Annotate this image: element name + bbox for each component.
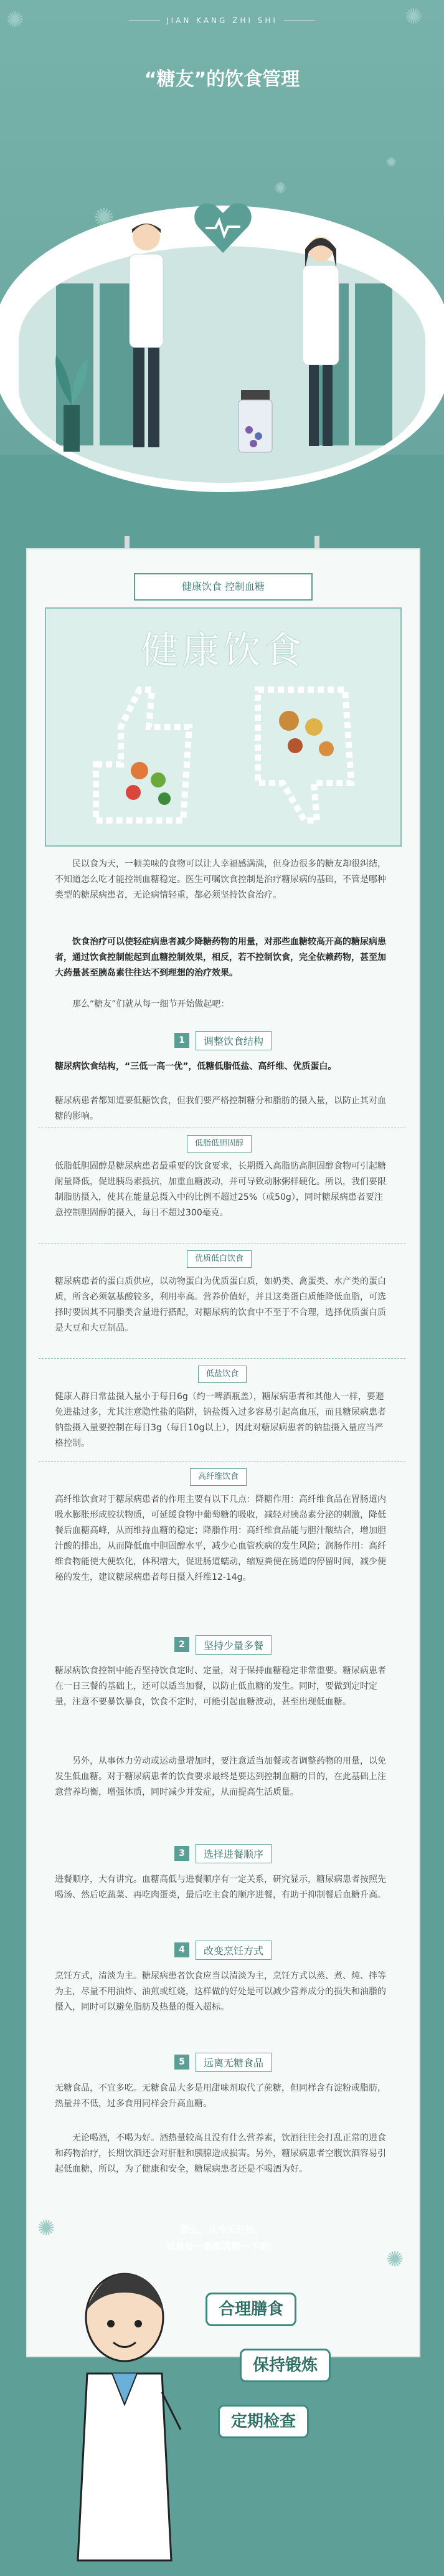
section-heading-2: 2 坚持少量多餐 <box>174 1635 272 1654</box>
section-text: 烹饪方式，清淡为主。糖尿病患者饮食应当以清淡为主，烹饪方式以蒸、煮、炖、拌等为主，尽量不用油炸、油煎或红烧，这样做的好处是可以减少营养成分的损失和油脂的摄入，同时可以避免脂肪及热量的摄入超标。 <box>55 1971 386 2012</box>
bubble-checkup: 定期检查 <box>218 2405 309 2438</box>
bubble-diet: 合理膳食 <box>205 2293 296 2326</box>
banner-title: 健康饮食 <box>141 629 306 673</box>
section-heading-4: 4 改变烹饪方式 <box>174 1941 272 1959</box>
section-text: 糖尿病饮食控制中能否坚持饮食定时、定量，对于保持血糖稳定非常重要。糖尿病患者在一日三餐的基础上，还可以适当加餐，以防止低血糖的发生。同时，要做到定时定量，注意不要暴饮暴食，饮食不定时，可能引起血糖波动，甚至出现低血糖。 <box>55 1666 386 1707</box>
heart-icon <box>193 199 253 255</box>
section-text: 另外，从事体力劳动或运动量增加时，要注意适当加餐或者调整药物的用量，以免发生低血糖。对于糖尿病患者的饮食要求最终是要达到控制血糖的目的，在此基础上注意营养均衡，增强体质，同时减少并发症，从而提高生活质量。 <box>55 1756 386 1797</box>
section-text-bold: 糖尿病饮食结构，“三低一高一优”，低糖低脂低盐、高纤维、优质蛋白。 <box>55 1062 337 1072</box>
thumbs-illustration <box>71 677 376 833</box>
section-text: 糖尿病患者都知道要低糖饮食，但我们要严格控制糖分和脂肪的摄入量，以防止其对血糖的影响。 <box>55 1096 386 1121</box>
virus-icon: ✺ <box>37 2216 55 2241</box>
virus-icon: ✺ <box>93 204 115 232</box>
virus-icon: ✺ <box>405 4 423 29</box>
doctor-cartoon-icon <box>62 2268 187 2567</box>
section-text: 进餐顺序，大有讲究。血糖高低与进餐顺序有一定关系，研究显示，糖尿病患者按照先喝汤、然后吃蔬菜、再吃肉蛋类，最后吃主食的顺序进餐，有助于抑制餐后血糖升高。 <box>55 1875 386 1900</box>
virus-icon: ✺ <box>386 154 397 169</box>
section-text: 无论喝酒，不喝为好。酒热量较高且没有什么营养素，饮酒往往会打乱正常的进食和药物治疗，长期饮酒还会对肝脏和胰腺造成损害。另外，糖尿病患者空腹饮酒容易引起低血糖，所以，为了健康和安全，糖尿病患者还是不喝酒为好。 <box>55 2133 386 2174</box>
medicine-jar-icon <box>234 386 277 455</box>
section-text: 低脂低胆固醇是糖尿病患者最重要的饮食要求，长期摄入高脂肪高胆固醇食物可引起糖耐量降低，促进胰岛素抵抗，加重血糖波动，并可导致动脉粥样硬化。所以，我们要限制脂肪摄入，使其在能量总摄入中的比例不超过25%（或50g），同时糖尿病患者要注意控制胆固醇的摄入，每日不超过300毫克。 <box>55 1161 386 1218</box>
outro-line-1: 那么，从今天开始， <box>179 2224 264 2235</box>
section-heading-5: 5 远离无糖食品 <box>174 2053 272 2071</box>
section-text: 无糖食品，不宜多吃。无糖食品大多是用甜味剂取代了蔗糖，但同样含有淀粉或脂肪，热量并不低，过多食用同样会升高血糖。 <box>55 2083 386 2109</box>
section-text: 健康人群日常盐摄入量小于每日6g（约一啤酒瓶盖），糖尿病患者和其他人一样，要避免进盐过多，尤其注意隐性盐的陷阱，钠盐摄入过多容易引起高血压，而且糖尿病患者钠盐摄入量要控制在每日3g（每日10g以上），因此对糖尿病患者的钠盐摄入量应当严格控制。 <box>55 1392 386 1448</box>
sub-badge: 优质低白饮食 <box>187 1250 252 1268</box>
plant-icon <box>50 343 93 455</box>
sub-badge: 高纤维饮食 <box>190 1468 247 1486</box>
intro-paragraph: 那么“糖友”们就从每一细节开始做起吧： <box>72 999 230 1009</box>
intro-paragraph-bold: 饮食治疗可以使轻症病患者减少降糖药物的用量，对那些血糖较高开高的糖尿病患者，通过饮食控制能起到血糖控制效果，相反，若不控制饮食，完全依赖药物，甚至加大药量甚至胰岛素往往达不到理想的治疗效果。 <box>55 937 386 978</box>
sub-badge: 低盐饮食 <box>198 1366 247 1383</box>
divider <box>39 1461 405 1462</box>
virus-icon: ✺ <box>274 179 287 197</box>
virus-icon: ✺ <box>386 2247 404 2272</box>
page-title: “糖友”的饮食管理 <box>144 69 300 90</box>
healthy-food-banner <box>45 607 402 847</box>
section-text: 高纤维饮食对于糖尿病患者的作用主要有以下几点：降糖作用：高纤维食品在胃肠道内吸水膨胀形成胶状物质，可延缓食物中葡萄糖的吸收，减轻对胰岛素分泌的刺激，降低餐后血糖高峰，从而维持血糖的稳定；降脂作用：高纤维食品能与胆汁酸结合，增加胆汁酸的排出，从而降低血中胆固醇水平，减少心血管疾病的发生风险；润肠作用：高纤维食物能使大便软化，体积增大，促进肠道蠕动，缩短粪便在肠道的停留时间，减少便秘的发生，建议糖尿病患者每日摄入纤维12-14g。 <box>55 1495 386 1582</box>
bubble-exercise: 保持锻炼 <box>240 2349 331 2382</box>
divider <box>39 1243 405 1244</box>
outro-line-2: 试着每一餐都调整一下吧！ <box>166 2241 278 2252</box>
virus-icon: ✺ <box>6 7 24 32</box>
sub-badge: 低脂低胆固醇 <box>187 1135 252 1153</box>
section-tag: 健康饮食 控制血糖 <box>134 573 313 601</box>
header-subtitle: JIAN KANG ZHI SHI <box>0 16 444 25</box>
section-text: 糖尿病患者的蛋白质供应，以动物蛋白为优质蛋白质，如奶类、禽蛋类、水产类的蛋白质，所含必须氨基酸较多，利用率高。营养价值好，并且这类蛋白质能降低血脂，可选择时要因其不同脂类含量进行搭配，对糖尿病的饮食中不至于不合理，选择优质蛋白质是大豆和大豆制品。 <box>55 1276 386 1333</box>
intro-paragraph: 民以食为天，一顿美味的食物可以让人幸福感满满，但身边很多的糖友却很纠结，不知道怎么吃才能控制血糖稳定。医生可嘱饮食控制是治疗糖尿病的基础，不管是哪种类型的糖尿病患者，无论病情轻重，都必须坚持饮食治疗。 <box>55 859 386 900</box>
divider <box>39 1128 405 1129</box>
section-heading-1: 1 调整饮食结构 <box>174 1031 272 1050</box>
doctor-male-icon <box>118 218 174 455</box>
divider <box>39 1358 405 1359</box>
doctor-female-icon <box>293 231 349 455</box>
section-heading-3: 3 选择进餐顺序 <box>174 1844 272 1863</box>
